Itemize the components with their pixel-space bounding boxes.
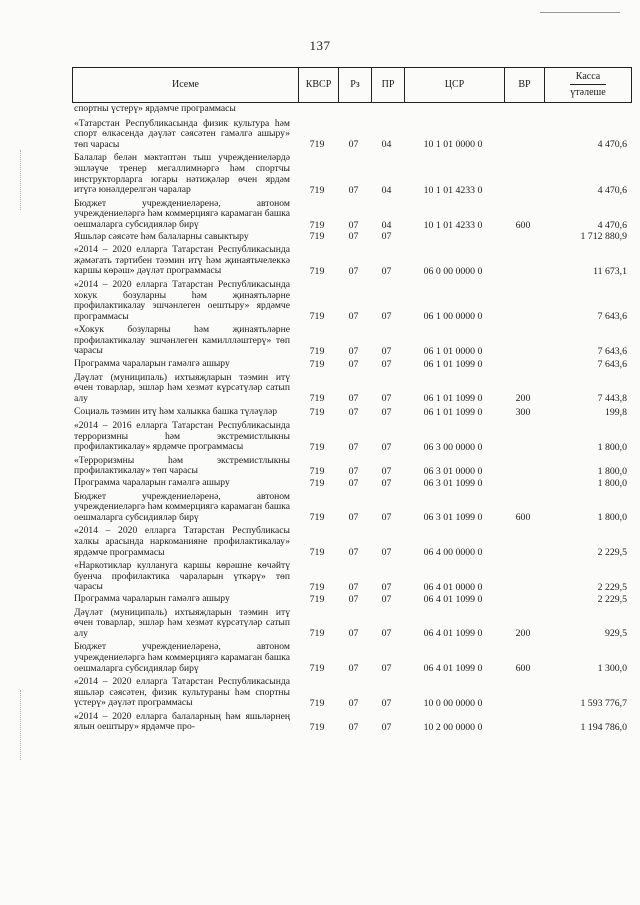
row-vr: 600 (515, 219, 531, 231)
page-number: 137 (309, 38, 331, 53)
row-kassa: 199,8 (604, 407, 627, 419)
row-rz: 07 (348, 581, 359, 593)
budget-table (72, 67, 632, 733)
row-name: Программа чараларын гамәлгә ашыру (74, 592, 230, 604)
row-csr: 06 0 00 0000 0 (423, 265, 483, 277)
row-kassa: 1 712 880,9 (580, 231, 627, 243)
row-rz: 07 (348, 697, 359, 709)
row-kassa: 1 593 776,7 (580, 697, 627, 709)
table-row (72, 245, 632, 277)
row-kvsr: 719 (309, 393, 325, 405)
row-kvsr: 719 (309, 265, 325, 277)
row-name: Балалар белән мәктәптән тыш учреждениеләрдә эшләүче тренер мегаллимнәргә һәм спортчы инструкторларга югары нәтиҗәләр өчен ярдәм итүгә юнәлдерелгән чаралар (74, 152, 290, 196)
row-csr: 06 3 01 0000 0 (423, 466, 483, 477)
header-pr: ПР (371, 68, 404, 102)
table-row (72, 359, 632, 370)
row-pr: 07 (381, 628, 392, 640)
row-kvsr: 719 (309, 231, 325, 243)
row-pr: 07 (381, 441, 392, 453)
row-kvsr: 719 (309, 477, 325, 489)
header-kassa-line1: Касса (575, 71, 601, 82)
row-rz: 07 (348, 346, 359, 358)
row-pr: 04 (381, 184, 392, 196)
table-row (72, 373, 632, 405)
row-csr: 06 1 01 0000 0 (423, 346, 483, 358)
row-kassa: 1 800,0 (597, 477, 627, 489)
table-row (72, 608, 632, 640)
table-row (72, 325, 632, 357)
row-kvsr: 719 (309, 311, 325, 323)
row-name: Яшьләр сәясәте һәм балаларны савыктыру (74, 230, 249, 242)
row-name: Дәүләт (муниципаль) ихтыяҗларын тәэмин итү өчен товарлар, эшләр һәм хезмәт күрсәтүләр сатып алу (74, 606, 290, 639)
row-name: «2014 – 2020 елларга Татарстан Республикасы халкы арасында наркоманияне профилактикалау» ярдәмче программасы (74, 525, 290, 558)
row-kvsr: 719 (309, 581, 325, 593)
row-rz: 07 (348, 477, 359, 489)
row-kvsr: 719 (309, 184, 325, 196)
row-kassa: 2 229,5 (597, 593, 627, 605)
row-rz: 07 (348, 231, 359, 243)
row-kassa: 2 229,5 (597, 547, 627, 559)
row-rz: 07 (348, 663, 359, 675)
row-kassa: 1 800,0 (597, 512, 627, 524)
row-name: «2014 – 2020 елларга Татарстан Республикасында хокук бозуларны һәм җинаятьләрне профилактикалау эшчәнлеген оештыру» ярдәмче программасы (74, 278, 290, 322)
row-kassa: 7 643,6 (597, 346, 627, 358)
table-row (72, 280, 632, 322)
row-pr: 07 (381, 346, 392, 358)
row-name: «2014 – 2020 елларга балаларның һәм яшьләрнең ялын оештыру» ярдәмче про- (74, 710, 290, 733)
row-name: Бюджет учреждениеләренә, автоном учреждениеләргә һәм коммерциягә карамаган башка оешмаларга субсидияләр бирү (74, 641, 290, 674)
row-kassa: 7 643,6 (597, 358, 627, 370)
row-kassa: 2 229,5 (597, 581, 627, 593)
table-row (72, 407, 632, 418)
row-rz: 07 (348, 311, 359, 323)
row-pr: 04 (381, 219, 392, 231)
row-vr: 200 (515, 628, 531, 640)
table-row (72, 199, 632, 231)
row-pr: 07 (381, 466, 392, 477)
row-kassa: 11 673,1 (593, 265, 627, 277)
row-kassa: 4 470,6 (597, 184, 627, 196)
row-csr: 06 1 01 1099 0 (423, 407, 483, 419)
row-pr: 07 (381, 231, 392, 243)
row-pr: 07 (381, 512, 392, 524)
table-row (72, 642, 632, 674)
row-csr: 10 1 01 0000 0 (423, 139, 483, 151)
row-csr: 10 1 01 4233 0 (423, 219, 483, 231)
row-rz: 07 (348, 593, 359, 605)
row-rz: 07 (348, 358, 359, 370)
row-name: Дәүләт (муниципаль) ихтыяҗларын тәэмин итү өчен товарлар, эшләр һәм хезмәт күрсәтүләр сатып алу (74, 371, 290, 404)
row-rz: 07 (348, 512, 359, 524)
row-kvsr: 719 (309, 219, 325, 231)
row-kassa: 4 470,6 (597, 139, 627, 151)
row-csr: 06 3 00 0000 0 (423, 441, 483, 453)
row-rz: 07 (348, 407, 359, 419)
row-pr: 07 (381, 663, 392, 675)
row-kvsr: 719 (309, 697, 325, 709)
row-rz: 07 (348, 722, 359, 734)
row-name: «Наркотиклар куллануга каршы көрәшне көчәйтү буенча профилактика чараларын үткәрү» төп чарасы (74, 560, 290, 593)
row-rz: 07 (348, 441, 359, 453)
row-name: Программа чараларын гамәлгә ашыру (74, 358, 230, 370)
header-name: Исеме (172, 79, 199, 90)
table-header (72, 67, 632, 103)
row-kvsr: 719 (309, 358, 325, 370)
row-csr: 10 1 01 4233 0 (423, 184, 483, 196)
header-kassa (544, 68, 631, 102)
row-rz: 07 (348, 265, 359, 277)
row-name: «2014 – 2016 елларга Татарстан Республикасында терроризмны һәм экстремистлыкны профилактикалау» ярдәмче программасы (74, 420, 290, 453)
row-rz: 07 (348, 219, 359, 231)
row-pr: 07 (381, 722, 392, 734)
row-kvsr: 719 (309, 512, 325, 524)
row-kassa: 7 443,8 (597, 393, 627, 405)
row-vr: 600 (515, 663, 531, 675)
table-row (72, 561, 632, 593)
row-csr: 06 3 01 1099 0 (423, 512, 483, 524)
row-kvsr: 719 (309, 593, 325, 605)
row-name: «2014 – 2020 елларга Татарстан Республикасында җәмәгать тәртибен тәэмин итү һәм җинаятьчелеккә каршы көрәш» дәүләт программасы (74, 244, 290, 277)
row-kvsr: 719 (309, 547, 325, 559)
row-csr: 06 4 01 1099 0 (423, 663, 483, 675)
row-vr: 600 (515, 512, 531, 524)
row-pr: 07 (381, 358, 392, 370)
row-kassa: 929,5 (604, 628, 627, 640)
table-row (72, 677, 632, 709)
row-kvsr: 719 (309, 441, 325, 453)
row-name: Социаль тәэмин итү һәм халыкка башка түләүләр (74, 406, 278, 418)
top-edge-rule (540, 12, 620, 13)
header-rz: Рз (338, 68, 371, 102)
row-csr: 06 4 01 1099 0 (423, 628, 483, 640)
row-rz: 07 (348, 393, 359, 405)
binding-mark (20, 150, 21, 210)
row-rz: 07 (348, 184, 359, 196)
header-vr: ВР (504, 68, 544, 102)
row-name: «Терроризмны һәм экстремистлыкны профилактикалау» төп чарасы (74, 454, 290, 477)
row-kvsr: 719 (309, 466, 325, 477)
row-name: Бюджет учреждениеләренә, автоном учреждениеләргә һәм коммерциягә карамаган башка оешмаларга субсидияләр бирү (74, 490, 290, 523)
row-kassa: 1 194 786,0 (580, 722, 627, 734)
row-kassa: 7 643,6 (597, 311, 627, 323)
row-rz: 07 (348, 466, 359, 477)
row-pr: 07 (381, 697, 392, 709)
row-pr: 07 (381, 581, 392, 593)
row-name: «Татарстан Республикасында физик культура һәм спорт өлкәсендә дәүләт сәясәтен гамәлгә ашыру» төп чарасы (74, 117, 290, 150)
row-kassa: 1 800,0 (597, 466, 627, 477)
table-body (72, 104, 632, 733)
row-rz: 07 (348, 547, 359, 559)
row-csr: 06 4 01 1099 0 (423, 593, 483, 605)
row-kvsr: 719 (309, 722, 325, 734)
row-kvsr: 719 (309, 663, 325, 675)
table-row (72, 478, 632, 489)
row-kassa: 1 800,0 (597, 441, 627, 453)
row-kassa: 4 470,6 (597, 219, 627, 231)
header-csr: ЦСР (404, 68, 504, 102)
row-kvsr: 719 (309, 346, 325, 358)
row-pr: 07 (381, 593, 392, 605)
binding-mark (20, 690, 21, 760)
row-vr: 300 (515, 407, 531, 419)
row-kassa: 1 300,0 (597, 663, 627, 675)
row-csr: 06 4 00 0000 0 (423, 547, 483, 559)
table-row (72, 492, 632, 524)
row-pr: 04 (381, 139, 392, 151)
row-pr: 07 (381, 393, 392, 405)
table-row (72, 232, 632, 243)
table-row (72, 119, 632, 151)
row-csr: 06 4 01 0000 0 (423, 581, 483, 593)
row-kvsr: 719 (309, 628, 325, 640)
row-csr: 06 3 01 1099 0 (423, 477, 483, 489)
table-row (72, 712, 632, 733)
row-rz: 07 (348, 139, 359, 151)
row-rz: 07 (348, 628, 359, 640)
row-csr: 10 0 00 0000 0 (423, 697, 483, 709)
table-row (72, 421, 632, 453)
row-name: спортны үстерү» ярдәмче программасы (74, 103, 236, 114)
row-csr: 06 1 00 0000 0 (423, 311, 483, 323)
row-name: «Хокук бозуларны һәм җинаятьләрне профилактикалау эшчәнлеген камиллләштерү» төп чарасы (74, 324, 290, 357)
header-kassa-line2: үтәлеше (570, 84, 605, 100)
row-pr: 07 (381, 311, 392, 323)
row-pr: 07 (381, 407, 392, 419)
row-csr: 06 1 01 1099 0 (423, 358, 483, 370)
row-vr: 200 (515, 393, 531, 405)
row-name: Бюджет учреждениеләренә, автоном учреждениеләргә һәм коммерциягә карамаган башка оешмаларга субсидияләр бирү (74, 197, 290, 230)
row-pr: 07 (381, 547, 392, 559)
header-kvsr: КВСР (298, 68, 338, 102)
row-pr: 07 (381, 477, 392, 489)
row-kvsr: 719 (309, 407, 325, 419)
row-pr: 07 (381, 265, 392, 277)
table-row (72, 104, 632, 115)
row-name: «2014 – 2020 елларга Татарстан Республикасында яшьләр сәясәтен, физик культураны һәм спортны үстерү» дәүләт программасы (74, 676, 290, 709)
table-row (72, 153, 632, 195)
table-row (72, 456, 632, 477)
row-name: Программа чараларын гамәлгә ашыру (74, 477, 230, 488)
table-row (72, 594, 632, 605)
row-csr: 06 1 01 1099 0 (423, 393, 483, 405)
row-csr: 10 2 00 0000 0 (423, 722, 483, 734)
row-kvsr: 719 (309, 139, 325, 151)
table-row (72, 526, 632, 558)
